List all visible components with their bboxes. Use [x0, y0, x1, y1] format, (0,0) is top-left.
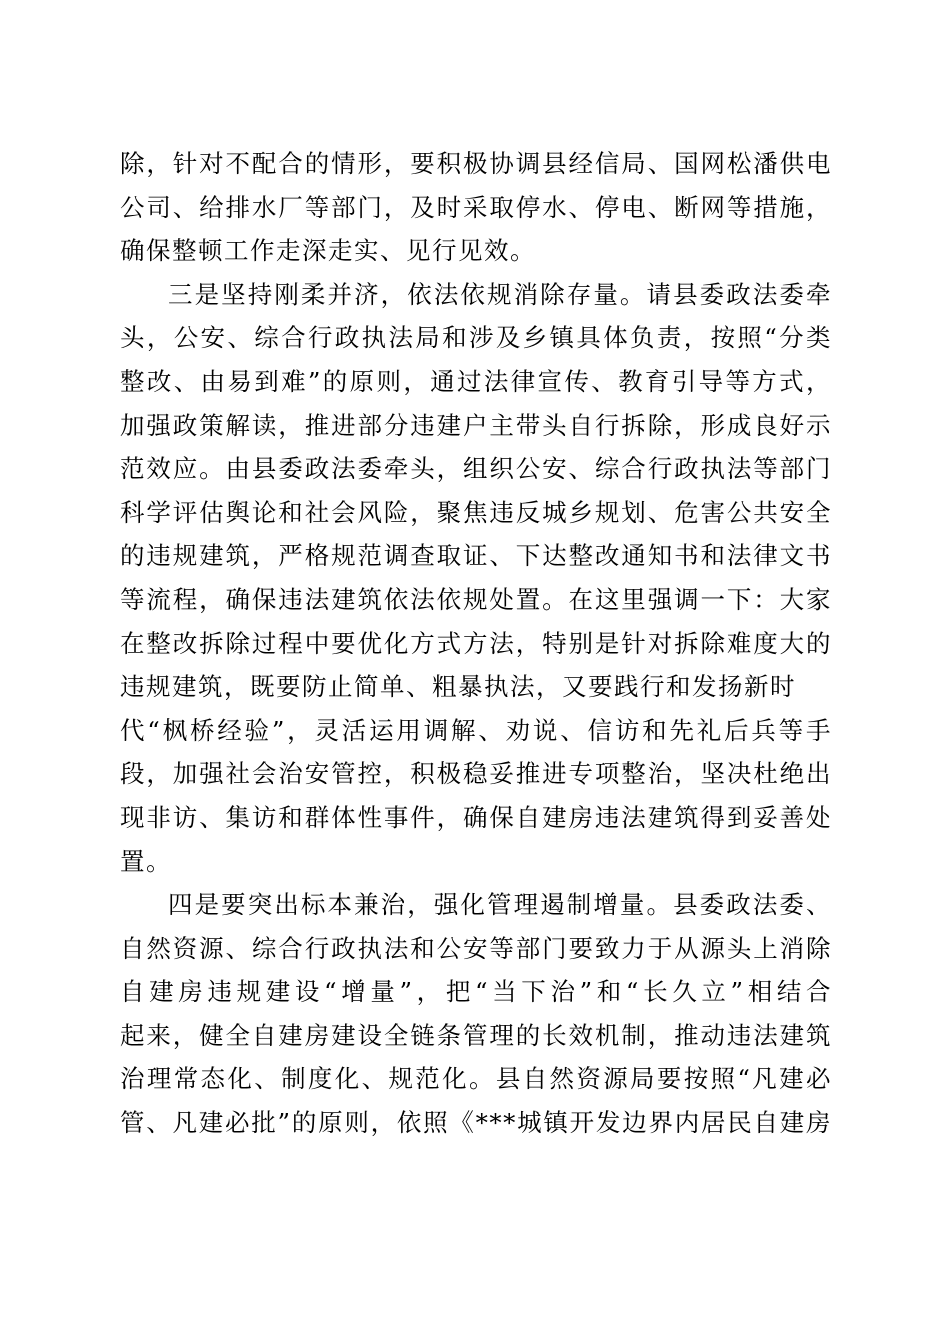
paragraph-start-line: 四是要突出标本兼治，强化管理遏制增量。县委政法委、 [168, 890, 832, 920]
text-line: 起来，健全自建房建设全链条管理的长效机制，推动违法建筑 [120, 1020, 832, 1050]
text-line: 等流程，确保违法建筑依法依规处置。在这里强调一下：大家 [120, 584, 832, 614]
text-line: 代“枫桥经验”，灵活运用调解、劝说、信访和先礼后兵等手 [120, 715, 832, 745]
text-line: 加强政策解读，推进部分违建户主带头自行拆除，形成良好示 [120, 410, 832, 440]
text-line: 在整改拆除过程中要优化方式方法，特别是针对拆除难度大的 [120, 628, 832, 658]
text-line: 确保整顿工作走深走实、见行见效。 [120, 236, 536, 266]
text-line: 头，公安、综合行政执法局和涉及乡镇具体负责，按照“分类 [120, 323, 832, 353]
text-line: 自建房违规建设“增量”，把“当下治”和“长久立”相结合 [120, 977, 832, 1007]
text-line: 治理常态化、制度化、规范化。县自然资源局要按照“凡建必 [120, 1064, 832, 1094]
text-line: 除，针对不配合的情形，要积极协调县经信局、国网松潘供电 [120, 149, 832, 178]
paragraph-start-line: 三是坚持刚柔并济，依法依规消除存量。请县委政法委牵 [168, 279, 832, 309]
text-line: 公司、给排水厂等部门，及时采取停水、停电、断网等措施， [120, 192, 832, 222]
text-line: 段，加强社会治安管控，积极稳妥推进专项整治，坚决杜绝出 [120, 759, 832, 789]
document-body [120, 142, 832, 1145]
text-line: 整改、由易到难”的原则，通过法律宣传、教育引导等方式， [120, 366, 832, 396]
text-line: 管、凡建必批”的原则，依照《***城镇开发边界内居民自建房 [120, 1108, 832, 1138]
text-line: 范效应。由县委政法委牵头，组织公安、综合行政执法等部门 [120, 454, 832, 484]
text-line: 违规建筑，既要防止简单、粗暴执法，又要践行和发扬新时 [120, 672, 796, 702]
text-line: 的违规建筑，严格规范调查取证、下达整改通知书和法律文书 [120, 541, 832, 571]
text-line: 自然资源、综合行政执法和公安等部门要致力于从源头上消除 [120, 933, 832, 963]
text-line: 置。 [120, 846, 172, 876]
text-line: 现非访、集访和群体性事件，确保自建房违法建筑得到妥善处 [120, 802, 832, 832]
text-line: 科学评估舆论和社会风险，聚焦违反城乡规划、危害公共安全 [120, 497, 832, 527]
